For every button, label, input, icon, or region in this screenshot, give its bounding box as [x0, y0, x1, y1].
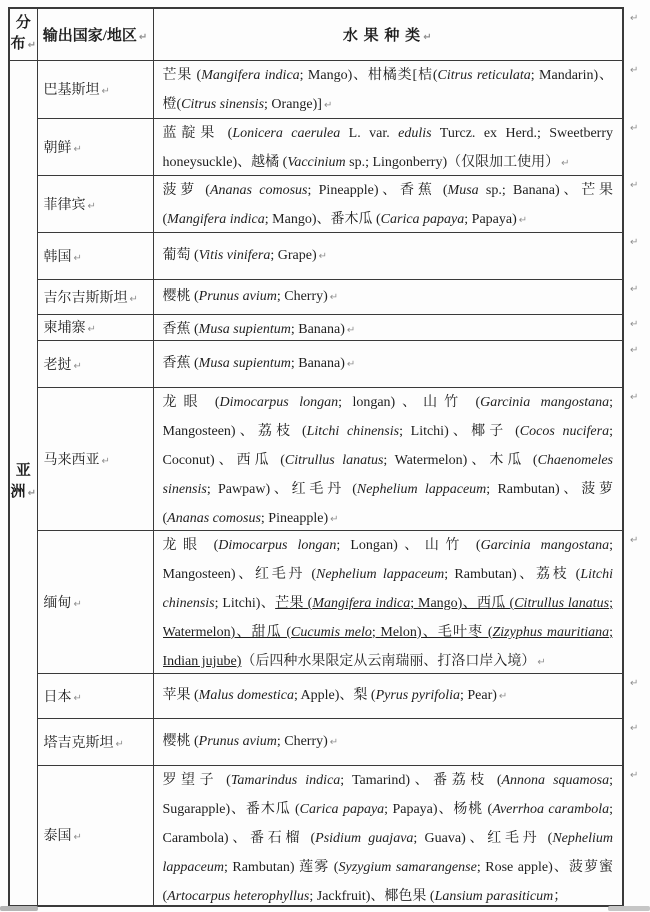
paragraph-mark: ↵ [329, 291, 339, 303]
fruit-text-run: ; Grape) [270, 247, 317, 263]
fruit-text-run: sp.; Banana)、芒果 ( [162, 183, 613, 227]
paragraph-mark: ↵ [423, 31, 433, 43]
fruit-text-run: Vaccinium [287, 155, 346, 170]
header-distribution [9, 8, 37, 60]
fruit-text-run: ; Rambutan)、荔枝 ( [444, 567, 581, 582]
fruit-list-cell-3 [153, 232, 623, 279]
fruit-list-text [163, 388, 614, 529]
fruit-list-cell-8 [153, 530, 623, 673]
fruit-list-cell-4 [153, 279, 623, 314]
fruit-text-run: ; Pineapple)、香蕉 ( [307, 183, 448, 198]
paragraph-mark: ↵ [537, 657, 546, 668]
table-body [9, 60, 623, 906]
row-end-mark: ↵ [630, 770, 639, 781]
paragraph-mark: ↵ [87, 200, 96, 212]
fruit-text-run: ; Banana) [290, 322, 345, 337]
fruit-text-run: ; Pear) [459, 687, 497, 703]
fruit-text-run: 香蕉 ( [162, 322, 199, 337]
fruit-list-cell-11 [153, 765, 623, 906]
country-cell-11 [37, 765, 153, 906]
fruit-text-run: Citrullus lanatus [514, 596, 610, 611]
fruit-text-run: ; Rambutan) 莲雾 ( [223, 859, 339, 875]
fruit-list-cell-6 [153, 340, 623, 387]
fruit-text-run: 蓝靛果 ( [162, 126, 233, 141]
country-name: 马来西亚 [43, 452, 100, 468]
fruit-text-run: ; Guava)、红毛丹 ( [413, 830, 553, 846]
fruit-list-cell-0 [153, 60, 623, 118]
fruit-text-run: Nephelium lappaceum [162, 830, 613, 875]
paragraph-mark: ↵ [101, 86, 110, 97]
fruit-text-run: Ananas comosus [209, 183, 308, 198]
fruit-text-run: Cucumis melo [291, 625, 372, 640]
fruit-text-run: Dimocarpus longan [218, 538, 337, 553]
fruit-text-run: Averrhoa carambola [492, 801, 610, 817]
fruit-text-run: ; Papaya) [464, 212, 517, 227]
fruit-text-run: 芒果 ( [162, 68, 202, 83]
country-cell-0 [37, 60, 153, 118]
fruit-list-text [163, 119, 614, 174]
fruit-text-run: Carica papaya [299, 801, 385, 817]
fruit-text-run: ; Tamarind)、番荔枝 ( [340, 772, 502, 788]
fruit-text-run: sp.; Lingonberry)（仅限加工使用） [345, 155, 560, 170]
fruit-list-text [163, 349, 614, 379]
country-name: 巴基斯坦 [43, 83, 100, 98]
table-row [9, 718, 623, 765]
country-name: 老挝 [43, 357, 72, 373]
paragraph-mark: ↵ [101, 455, 110, 467]
fruit-text-run: Garcinia mangostana [480, 395, 610, 410]
fruit-text-run: ; Litchi)、椰子 ( [399, 424, 520, 439]
fruit-text-run: 樱桃 ( [162, 288, 199, 304]
fruit-text-run: ; Coconut)、西瓜 ( [162, 424, 613, 468]
fruit-text-run: 葡萄 ( [162, 247, 199, 263]
fruit-text-run: Chaenomeles sinensis [162, 453, 613, 497]
paragraph-mark: ↵ [115, 738, 124, 750]
fruit-text-run: Malus domestica [198, 687, 294, 703]
fruit-text-run: ; Longan)、山竹 ( [336, 538, 481, 553]
fruit-text-run: ; Cherry) [276, 288, 328, 304]
fruit-text-run: Dimocarpus longan [219, 395, 339, 410]
fruit-list-text [163, 176, 614, 231]
fruit-text-run: Psidium guajava [315, 830, 414, 846]
fruit-list-text [163, 727, 614, 757]
fruit-text-run: ; Mango)、番木瓜 ( [264, 212, 381, 227]
paragraph-mark: ↵ [73, 252, 82, 264]
fruit-text-run: Citrullus lanatus [284, 453, 384, 468]
fruit-text-run: 菠萝 ( [162, 183, 210, 198]
paragraph-mark: ↵ [87, 324, 96, 335]
fruit-text-run: Nephelium lappaceum [316, 567, 445, 582]
row-end-mark: ↵ [630, 723, 639, 734]
fruit-text-run: ; longan)、山竹 ( [338, 395, 481, 410]
table-row [9, 118, 623, 175]
fruit-text-run: 樱桃 ( [162, 733, 199, 749]
paragraph-mark: ↵ [73, 692, 82, 704]
paragraph-mark: ↵ [138, 31, 148, 43]
row-end-mark: ↵ [630, 345, 639, 356]
fruit-text-run: Turcz. ex Herd.; Sweetberry honeysuckle)、越橘 ( [162, 126, 613, 170]
table-row [9, 673, 623, 718]
fruit-text-run: L. var. [340, 126, 399, 141]
fruit-text-run: Prunus avium [198, 288, 277, 304]
table-row [9, 765, 623, 906]
fruit-list-cell-7 [153, 387, 623, 530]
fruit-list-text [163, 315, 614, 339]
fruit-text-run: ; Mango)、柑橘类[桔( [299, 68, 438, 83]
fruit-text-run: Musa supientum [198, 355, 291, 371]
fruit-text-run: ; Watermelon)、木瓜 ( [383, 453, 538, 468]
fruit-list-cell-5 [153, 314, 623, 340]
fruit-text-run: Mangifera indica [201, 68, 300, 83]
country-cell-3 [37, 232, 153, 279]
table-row [9, 530, 623, 673]
country-name: 塔吉克斯坦 [43, 735, 114, 751]
country-cell-8 [37, 530, 153, 673]
fruit-text-run: 香蕉 ( [162, 355, 199, 371]
row-end-mark: ↵ [630, 392, 639, 403]
fruit-text-run: ; Papaya)、杨桃 ( [384, 801, 493, 817]
fruit-text-run: Litchi chinensis [306, 424, 400, 439]
paragraph-mark: ↵ [330, 514, 339, 525]
fruit-text-run: ; Sugarapple)、番木瓜 ( [162, 772, 613, 817]
fruit-text-run: Nephelium lappaceum [356, 482, 487, 497]
fruit-text-run: Pyrus pyrifolia [375, 687, 460, 703]
country-cell-6 [37, 340, 153, 387]
country-name: 缅甸 [43, 595, 72, 611]
fruit-import-table [8, 7, 624, 907]
horizontal-scrollbar-thumb-left[interactable] [0, 906, 38, 911]
fruit-text-run: ; Banana) [290, 355, 345, 371]
fruit-text-run: ; Litchi)、 [214, 596, 276, 611]
table-row [9, 387, 623, 530]
fruit-text-run: （后四种水果限定从云南瑞丽、打洛口岸入境） [241, 654, 536, 669]
paragraph-mark: ↵ [73, 143, 82, 155]
fruit-text-run: Ananas comosus [167, 511, 261, 526]
country-cell-10 [37, 718, 153, 765]
fruit-text-run: ; Mandarin)、橙( [162, 68, 613, 112]
paragraph-mark: ↵ [498, 690, 508, 702]
table-row [9, 340, 623, 387]
fruit-text-run: ； [553, 888, 568, 904]
fruit-text-run: Litchi chinensis [162, 567, 613, 611]
header-distribution-char1: 分 [15, 14, 31, 31]
fruit-text-run: ; Melon)、毛叶枣 ( [371, 625, 493, 640]
fruit-text-run: Carica papaya [380, 212, 465, 227]
fruit-text-run: Musa supientum [198, 322, 291, 337]
fruit-text-run: ; Jackfruit)、椰色果 ( [309, 888, 435, 904]
paragraph-mark: ↵ [561, 158, 570, 169]
fruit-text-run: ; Pawpaw)、红毛丹 ( [206, 482, 357, 497]
table-row [9, 60, 623, 118]
header-distribution-char2: 布 ↵ [10, 35, 36, 52]
region-char: 洲 ↵ [10, 484, 36, 501]
fruit-text-run: ; Rose apple)、菠萝蜜 ( [162, 859, 613, 904]
fruit-text-run: 罗望子 ( [162, 772, 231, 788]
row-end-mark: ↵ [630, 65, 639, 76]
fruit-list-cell-10 [153, 718, 623, 765]
paragraph-mark: ↵ [129, 293, 138, 305]
fruit-list-cell-2 [153, 175, 623, 232]
paragraph-mark: ↵ [346, 358, 356, 370]
fruit-text-run: Zizyphus mauritiana [492, 625, 610, 640]
table-row [9, 232, 623, 279]
country-cell-9 [37, 673, 153, 718]
country-name: 柬埔寨 [43, 321, 86, 336]
fruit-text-run: ; Watermelon)、甜瓜 ( [162, 596, 613, 640]
country-name: 菲律宾 [43, 197, 86, 213]
paragraph-mark: ↵ [27, 488, 36, 500]
fruit-list-text [163, 531, 614, 672]
paragraph-mark: ↵ [329, 736, 339, 748]
region-cell-asia [9, 60, 37, 906]
header-country: 输出国家/地区 ↵ [37, 8, 153, 60]
fruit-text-run: ; Carambola)、番石榴 ( [162, 801, 613, 846]
country-name: 日本 [43, 689, 72, 705]
country-name: 吉尔吉斯斯坦 [43, 290, 128, 306]
country-name: 朝鲜 [43, 140, 72, 156]
paragraph-mark: ↵ [73, 832, 82, 844]
paragraph-mark: ↵ [73, 360, 82, 372]
fruit-text-run: Syzygium samarangense [338, 859, 477, 875]
row-end-mark: ↵ [630, 319, 639, 330]
fruit-text-run: Citrus sinensis [181, 97, 265, 112]
row-end-mark: ↵ [630, 284, 639, 295]
fruit-text-run: ; Apple)、梨 ( [293, 687, 376, 703]
fruit-text-run: Artocarpus heterophyllus [167, 888, 310, 904]
fruit-text-run: ; Cherry) [276, 733, 328, 749]
table-row [9, 279, 623, 314]
fruit-text-run: 苹果 ( [162, 687, 199, 703]
horizontal-scrollbar-thumb-right[interactable] [608, 906, 650, 911]
fruit-list-cell-9 [153, 673, 623, 718]
paragraph-mark: ↵ [27, 39, 36, 51]
fruit-text-run: Tamarindus indica [230, 772, 341, 788]
fruit-text-run: Garcinia mangostana [480, 538, 610, 553]
fruit-text-run: Citrus reticulata [437, 68, 531, 83]
paragraph-mark: ↵ [518, 215, 528, 226]
fruit-text-run: ; Mangosteen)、红毛丹 ( [162, 538, 613, 582]
fruit-list-text [163, 766, 614, 905]
row-end-mark: ↵ [630, 180, 639, 191]
paragraph-mark: ↵ [318, 250, 328, 262]
fruit-text-run: ; Pineapple) [260, 511, 329, 526]
fruit-list-text [163, 681, 614, 711]
fruit-text-run: 芒果 ( [275, 596, 313, 611]
header-row [9, 8, 623, 60]
fruit-text-run: 龙眼 ( [162, 395, 220, 410]
country-cell-2 [37, 175, 153, 232]
fruit-text-run: Mangifera indica [167, 212, 265, 227]
row-end-mark: ↵ [630, 123, 639, 134]
fruit-text-run: Cocos nucifera [519, 424, 610, 439]
fruit-text-run: Lansium parasiticum [434, 888, 554, 904]
fruit-text-run: 龙眼 ( [162, 538, 219, 553]
fruit-list-text [163, 282, 614, 312]
row-end-mark: ↵ [630, 535, 639, 546]
fruit-list-cell-1 [153, 118, 623, 175]
fruit-list-text [163, 241, 614, 271]
fruit-text-run: ; Mangosteen)、荔枝 ( [162, 395, 613, 439]
country-cell-5 [37, 314, 153, 340]
paragraph-mark: ↵ [323, 100, 333, 111]
fruit-text-run: Lonicera caerulea [232, 126, 341, 141]
row-end-mark: ↵ [630, 13, 639, 24]
fruit-text-run: ; Rambutan)、菠萝 ( [162, 482, 613, 526]
header-fruit-types: 水 果 种 类 ↵ [153, 8, 623, 60]
fruit-text-run: Vitis vinifera [198, 247, 271, 263]
table-row [9, 175, 623, 232]
fruit-text-run: edulis [398, 126, 432, 141]
region-char: 亚 [15, 463, 31, 480]
fruit-text-run: Prunus avium [198, 733, 277, 749]
fruit-text-run: ; Indian jujube) [162, 625, 613, 669]
fruit-text-run: Musa [447, 183, 479, 198]
paragraph-mark: ↵ [73, 598, 82, 610]
fruit-text-run: Annona squamosa [501, 772, 610, 788]
fruit-text-run: ; Orange)] [264, 97, 322, 112]
paragraph-mark: ↵ [346, 325, 356, 336]
country-cell-4 [37, 279, 153, 314]
row-end-mark: ↵ [630, 237, 639, 248]
fruit-list-text [163, 61, 614, 117]
table-row [9, 314, 623, 340]
country-name: 泰国 [43, 829, 72, 845]
country-cell-1 [37, 118, 153, 175]
row-end-mark: ↵ [630, 678, 639, 689]
fruit-text-run: Mangifera indica [312, 596, 411, 611]
country-cell-7 [37, 387, 153, 530]
country-name: 韩国 [43, 249, 72, 265]
fruit-text-run: ; Mango)、西瓜 ( [410, 596, 515, 611]
